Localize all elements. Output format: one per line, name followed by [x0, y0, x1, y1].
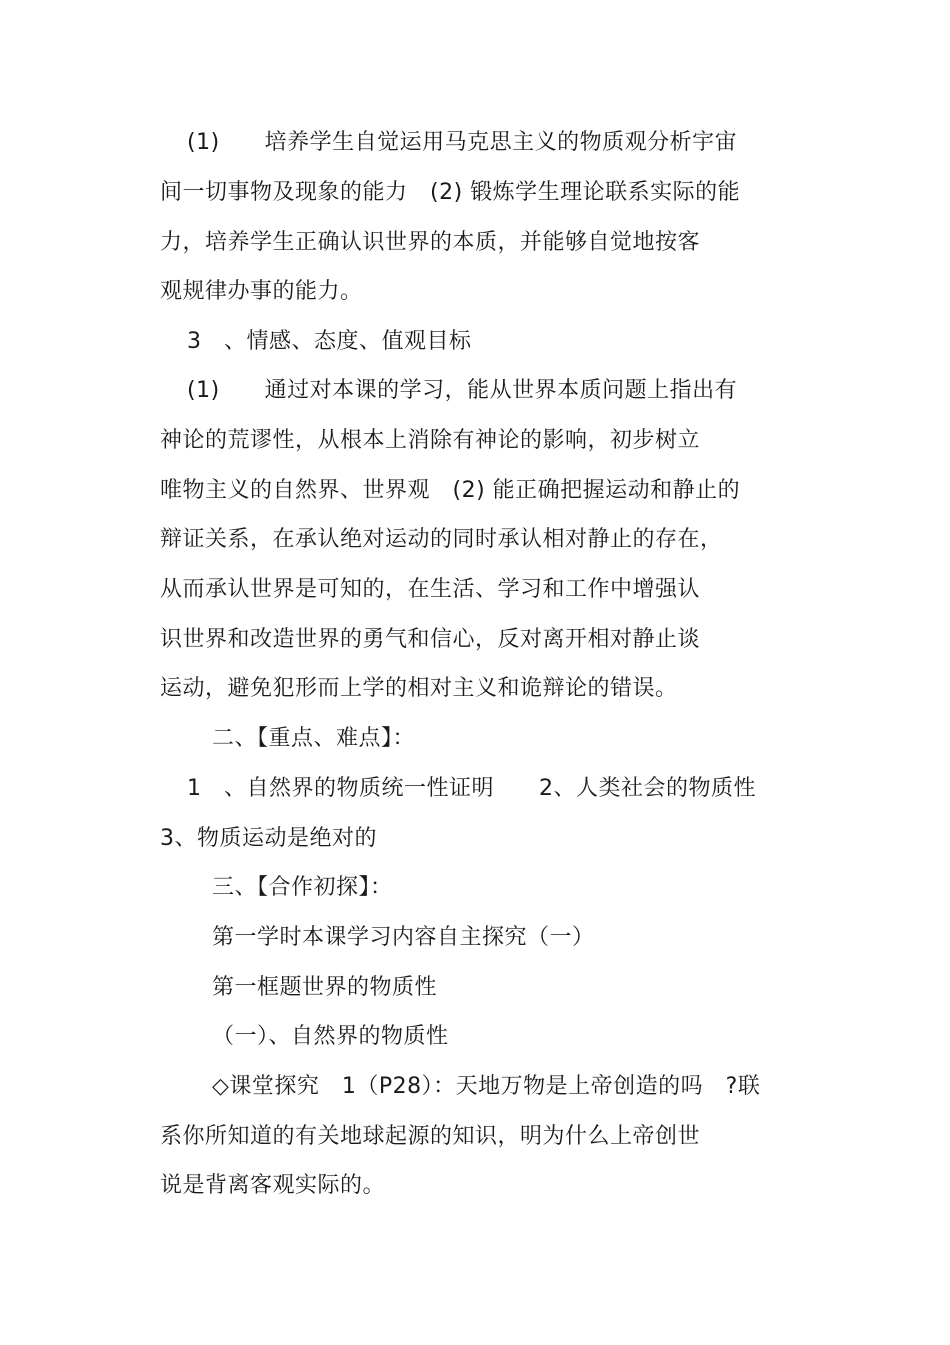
text-line: （一）、自然界的物质性	[212, 1024, 449, 1049]
text-line: ◇课堂探究 1（P28）：天地万物是上帝创造的吗 ?联	[212, 1074, 761, 1099]
text-line: 1 、自然界的物质统一性证明 2、人类社会的物质性	[187, 776, 756, 801]
text-line: 辩证关系，在承认绝对运动的同时承认相对静止的存在，	[160, 527, 723, 552]
text-line: 从而承认世界是可知的，在生活、学习和工作中增强认	[160, 577, 701, 602]
text-line: 第一框题世界的物质性	[212, 975, 438, 1000]
section-heading: 3 、情感、态度、值观目标	[187, 329, 472, 354]
text-line: 力，培养学生正确认识世界的本质，并能够自觉地按客	[160, 230, 701, 255]
text-line: 观规律办事的能力。	[160, 279, 363, 304]
text-line: 说是背离客观实际的。	[160, 1173, 386, 1198]
section-heading: 三、【合作初探】：	[212, 875, 393, 900]
text-line: 运动，避免犯形而上学的相对主义和诡辩论的错误。	[160, 676, 678, 701]
text-line: 识世界和改造世界的勇气和信心，反对离开相对静止谈	[160, 627, 701, 652]
text-line: 3、物质运动是绝对的	[160, 826, 377, 851]
text-line: 神论的荒谬性，从根本上消除有神论的影响，初步树立	[160, 428, 701, 453]
text-line: (1) 培养学生自觉运用马克思主义的物质观分析宇宙	[187, 130, 738, 155]
text-line: (1) 通过对本课的学习，能从世界本质问题上指出有	[187, 378, 738, 403]
text-line: 系你所知道的有关地球起源的知识，明为什么上帝创世	[160, 1124, 701, 1149]
text-line: 间一切事物及现象的能力 (2) 锻炼学生理论联系实际的能	[160, 180, 741, 205]
section-heading: 二、【重点、难点】：	[212, 726, 416, 751]
text-line: 唯物主义的自然界、世界观 (2) 能正确把握运动和静止的	[160, 478, 741, 503]
text-line: 第一学时本课学习内容自主探究（一）	[212, 925, 595, 950]
